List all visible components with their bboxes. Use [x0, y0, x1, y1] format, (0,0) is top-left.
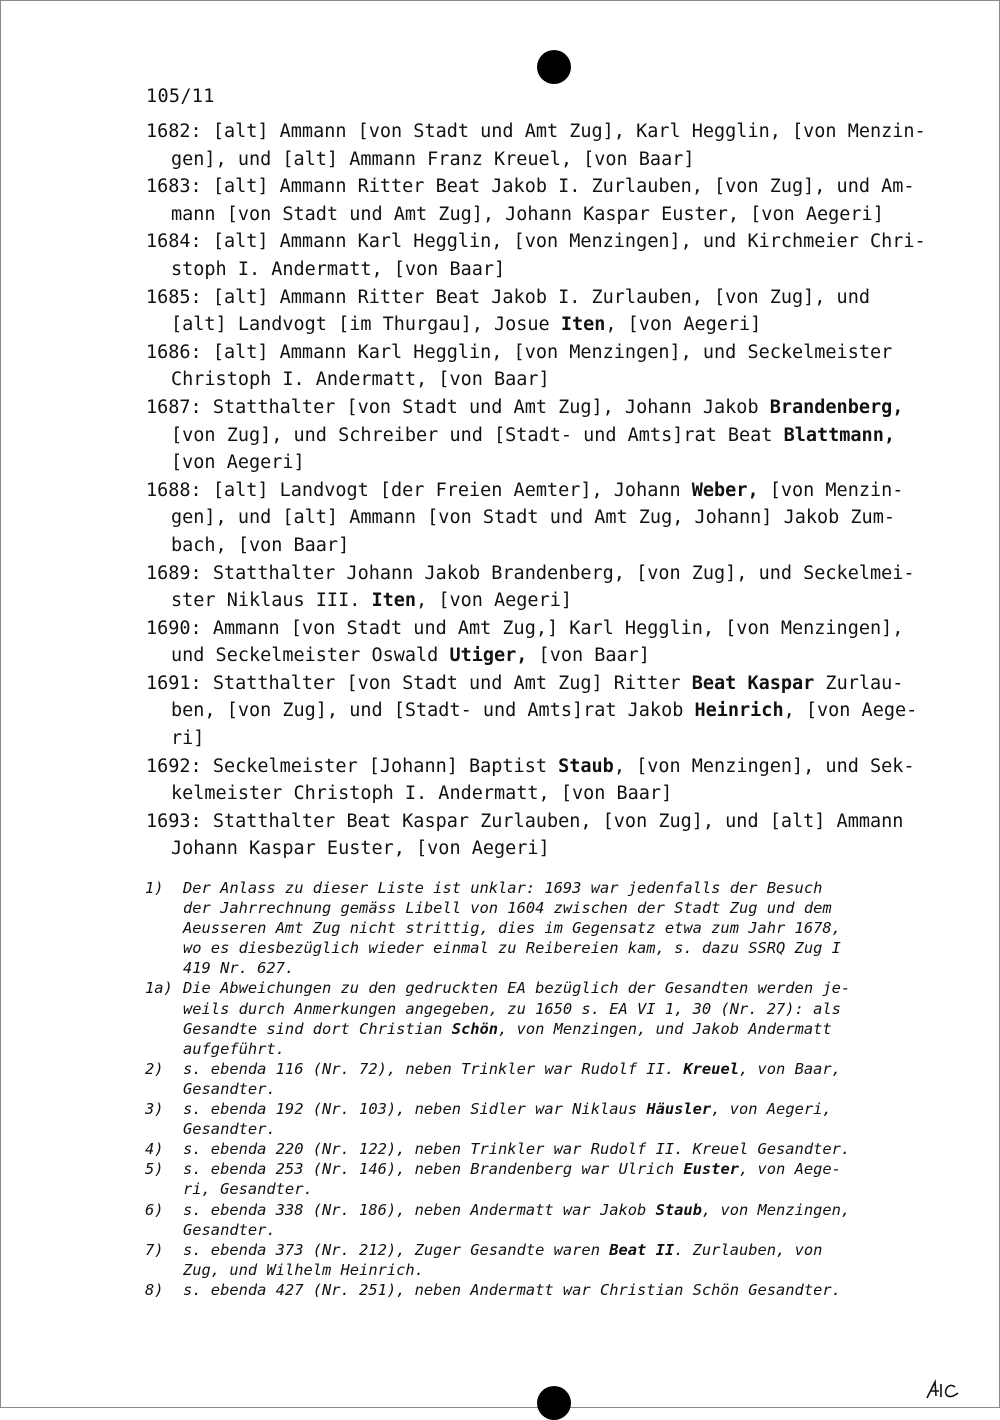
footnote-1	[145, 978, 915, 1058]
footnote-number: 8)	[145, 1280, 164, 1299]
entry-year: 1692:	[146, 755, 213, 777]
bold-name: Weber,	[691, 479, 759, 501]
entry-first-line: 1682: [alt] Ammann [von Stadt und Amt Zug], Karl Hegglin, [von Menzin-	[146, 121, 926, 142]
entry-first-line: 1691: Statthalter [von Stadt und Amt Zug] Ritter Beat Kaspar Zurlau-	[146, 672, 904, 694]
footnote-line: s. ebenda 373 (Nr. 212), Zuger Gesandte waren Beat II. Zurlauben, von	[183, 1240, 823, 1259]
bold-name: Brandenberg,	[769, 396, 904, 418]
punch-hole-top	[537, 50, 571, 84]
bold-name: Heinrich	[694, 700, 784, 722]
entry-continuation-line: bach, [von Baar]	[171, 534, 350, 556]
entry-year: 1686:	[146, 341, 213, 363]
entry-first-line: 1688: [alt] Landvogt [der Freien Aemter], Johann Weber, [von Menzin-	[146, 479, 904, 501]
footnote-line: s. ebenda 192 (Nr. 103), neben Sidler war Niklaus Häusler, von Aegeri,	[183, 1100, 832, 1119]
entry-6	[146, 477, 906, 560]
footnote-line: Gesandte sind dort Christian Schön, von Menzingen, und Jakob Andermatt	[183, 1019, 832, 1038]
entry-continuation-line: [alt] Landvogt [im Thurgau], Josue Iten, [von Aegeri]	[171, 314, 762, 336]
entry-year: 1690:	[146, 617, 213, 639]
entry-continuation-line: [von Zug], und Schreiber und [Stadt- und Amts]rat Beat Blattmann,	[171, 424, 895, 446]
footnote-7	[145, 1240, 915, 1280]
entry-0	[146, 118, 926, 173]
punch-hole-bottom	[537, 1386, 571, 1420]
entry-8	[146, 615, 906, 670]
entry-continuation-line: ster Niklaus III. Iten, [von Aegeri]	[171, 590, 572, 612]
footnote-number: 3)	[145, 1100, 164, 1119]
footnote-line: s. ebenda 253 (Nr. 146), neben Brandenberg war Ulrich Euster, von Aege-	[183, 1160, 841, 1179]
entry-continuation-line: ben, [von Zug], und [Stadt- und Amts]rat Jakob Heinrich, [von Aege-	[171, 700, 918, 722]
entry-continuation-line: Christoph I. Andermatt, [von Baar]	[171, 369, 550, 391]
entry-year: 1689:	[146, 562, 213, 584]
footnote-line: weils durch Anmerkungen angegeben, zu 1650 s. EA VI 1, 30 (Nr. 27): als	[183, 999, 841, 1018]
footnote-number: 6)	[145, 1200, 164, 1219]
footnote-line: Gesandter.	[183, 1079, 276, 1098]
handwritten-signature	[925, 1378, 965, 1400]
entry-continuation-line: Johann Kaspar Euster, [von Aegeri]	[171, 838, 550, 860]
entry-9	[146, 670, 918, 753]
entry-first-line: 1684: [alt] Ammann Karl Hegglin, [von Menzingen], und Kirchmeier Chri-	[146, 231, 926, 253]
entry-continuation-line: ri]	[171, 728, 205, 750]
entry-4	[146, 339, 906, 394]
entry-continuation-line: gen], und [alt] Ammann [von Stadt und Amt Zug, Johann] Jakob Zum-	[171, 507, 895, 529]
footnote-2	[145, 1059, 915, 1099]
entry-year: 1687:	[146, 396, 213, 418]
entry-continuation-line: mann [von Stadt und Amt Zug], Johann Kaspar Euster, [von Aegeri]	[171, 203, 884, 225]
entry-2	[146, 228, 926, 283]
entry-continuation-line: [von Aegeri]	[171, 452, 305, 474]
entry-5	[146, 394, 906, 477]
entry-year: 1688:	[146, 479, 213, 501]
footnote-0	[145, 878, 915, 978]
footnote-line: s. ebenda 220 (Nr. 122), neben Trinkler war Rudolf II. Kreuel Gesandter.	[183, 1140, 851, 1159]
bold-name: Iten	[371, 590, 417, 612]
bold-name: Kreuel	[683, 1059, 739, 1078]
footnote-line: Zug, und Wilhelm Heinrich.	[183, 1260, 424, 1279]
footnote-number: 2)	[145, 1059, 164, 1078]
footnote-line: aufgeführt.	[183, 1039, 285, 1058]
entry-year: 1685:	[146, 286, 213, 308]
entry-year: 1683:	[146, 176, 213, 198]
entry-first-line: 1686: [alt] Ammann Karl Hegglin, [von Menzingen], und Seckelmeister	[146, 341, 893, 363]
entry-continuation-line: gen], und [alt] Ammann Franz Kreuel, [von Baar]	[171, 148, 695, 170]
footnote-line: Aeusseren Amt Zug nicht strittig, dies im Gegensatz etwa zum Jahr 1678,	[183, 919, 841, 938]
footnote-line: s. ebenda 427 (Nr. 251), neben Andermatt war Christian Schön Gesandter.	[183, 1280, 841, 1299]
entry-year: 1691:	[146, 672, 213, 694]
footnote-3	[145, 1099, 915, 1139]
footnote-line: Gesandter.	[183, 1220, 276, 1239]
bold-name: Blattmann,	[783, 424, 895, 446]
footnote-5	[145, 1159, 915, 1199]
entry-year: 1682:	[146, 121, 213, 142]
footnotes-list	[145, 878, 915, 1300]
entry-3	[146, 284, 906, 339]
entry-year: 1693:	[146, 810, 213, 832]
entry-10	[146, 753, 915, 808]
page-number: 105/11	[146, 86, 215, 107]
footnote-line: s. ebenda 116 (Nr. 72), neben Trinkler war Rudolf II. Kreuel, von Baar,	[183, 1059, 841, 1078]
footnote-number: 7)	[145, 1240, 164, 1259]
entry-year: 1684:	[146, 231, 213, 253]
footnote-line: Der Anlass zu dieser Liste ist unklar: 1693 war jedenfalls der Besuch	[183, 879, 823, 897]
entry-continuation-line: kelmeister Christoph I. Andermatt, [von Baar]	[171, 783, 673, 805]
bold-name: Staub	[558, 755, 614, 777]
bold-name: Staub	[655, 1200, 702, 1219]
footnote-number: 1)	[145, 879, 164, 897]
entry-1	[146, 173, 915, 228]
footnote-line: 419 Nr. 627.	[183, 959, 295, 978]
entry-continuation-line: und Seckelmeister Oswald Utiger, [von Baar]	[171, 645, 650, 667]
bold-name: Euster	[683, 1160, 739, 1179]
entry-continuation-line: stoph I. Andermatt, [von Baar]	[171, 258, 506, 280]
footnote-line: der Jahrrechnung gemäss Libell von 1604 zwischen der Stadt Zug und dem	[183, 899, 832, 918]
footnote-number: 5)	[145, 1160, 164, 1179]
entries-list	[146, 118, 926, 863]
entry-first-line: 1692: Seckelmeister [Johann] Baptist Staub, [von Menzingen], und Sek-	[146, 755, 915, 777]
bold-name: Iten	[560, 314, 606, 336]
footnote-8	[145, 1280, 915, 1300]
entry-7	[146, 560, 915, 615]
bold-name: Beat II	[609, 1240, 675, 1259]
footnote-number: 1a)	[145, 979, 173, 998]
footnote-line: Gesandter.	[183, 1120, 276, 1139]
bold-name: Schön	[451, 1019, 499, 1038]
entry-first-line: 1689: Statthalter Johann Jakob Brandenberg, [von Zug], und Seckelmei-	[146, 562, 915, 584]
footnote-line: wo es diesbezüglich wieder einmal zu Reibereien kam, s. dazu SSRQ Zug I	[183, 939, 841, 958]
bold-name: Utiger,	[449, 645, 528, 667]
entry-first-line: 1690: Ammann [von Stadt und Amt Zug,] Karl Hegglin, [von Menzingen],	[146, 617, 904, 639]
entry-11	[146, 808, 906, 863]
footnote-number: 4)	[145, 1140, 164, 1159]
footnote-line: s. ebenda 338 (Nr. 186), neben Andermatt war Jakob Staub, von Menzingen,	[183, 1200, 851, 1219]
entry-first-line: 1685: [alt] Ammann Ritter Beat Jakob I. Zurlauben, [von Zug], und	[146, 286, 870, 308]
bold-name: Beat Kaspar	[691, 672, 815, 694]
footnote-line: Die Abweichungen zu den gedruckten EA bezüglich der Gesandten werden je-	[183, 979, 851, 998]
entry-first-line: 1683: [alt] Ammann Ritter Beat Jakob I. Zurlauben, [von Zug], und Am-	[146, 176, 915, 198]
footnote-4	[145, 1139, 915, 1159]
entry-first-line: 1687: Statthalter [von Stadt und Amt Zug], Johann Jakob Brandenberg,	[146, 396, 904, 418]
footnote-6	[145, 1200, 915, 1240]
bold-name: Häusler	[646, 1100, 712, 1119]
entry-first-line: 1693: Statthalter Beat Kaspar Zurlauben, [von Zug], und [alt] Ammann	[146, 810, 904, 832]
footnote-line: ri, Gesandter.	[183, 1180, 313, 1199]
